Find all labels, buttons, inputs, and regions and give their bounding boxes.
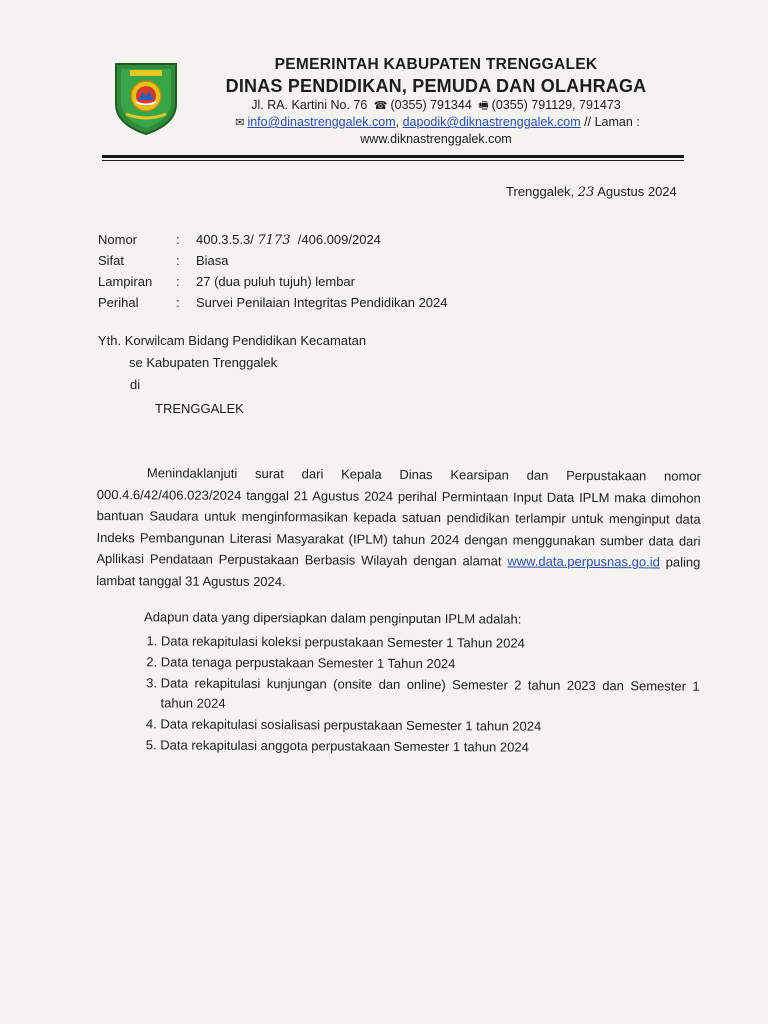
regency-emblem-logo — [112, 60, 180, 136]
letter-date: Trenggalek, 23 Agustus 2024 — [506, 184, 677, 200]
list-item: 1. Data rekapitulasi koleksi perpustakaan Semester 1 Tahun 2024 — [161, 632, 700, 655]
meta-row-perihal: Perihal : Survei Penilaian Integritas Pendidikan 2024 — [98, 295, 448, 310]
letter-number: 400.3.5.3/ 7173 /406.009/2024 — [196, 231, 381, 248]
website-label: // Laman : — [584, 115, 640, 129]
meta-row-nomor: Nomor : 400.3.5.3/ 7173 /406.009/2024 — [98, 231, 381, 248]
list-item: 2. Data tenaga perpustakaan Semester 1 Tahun 2024 — [161, 653, 700, 676]
letter-number-handwritten: 7173 — [257, 232, 291, 248]
list-intro: Adapun data yang dipersiapkan dalam penginputan IPLM adalah: — [144, 608, 522, 627]
agency-fax: (0355) 791129, 791473 — [491, 98, 621, 112]
recipient-line: Yth. Korwilcam Bidang Pendidikan Kecamatan — [98, 333, 367, 348]
agency-website: www.diknastrenggalek.com — [360, 132, 512, 146]
letter-body — [95, 462, 701, 760]
perpusnas-link[interactable]: www.data.perpusnas.go.id — [507, 553, 660, 570]
list-item: 3. Data rekapitulasi kunjungan (onsite dan online) Semester 2 tahun 2023 dan Semester 1 tahun 2024 — [160, 674, 699, 717]
meta-row-sifat: Sifat : Biasa — [98, 253, 229, 268]
recipient-city: TRENGGALEK — [155, 401, 244, 416]
letterhead-divider-thin — [102, 160, 684, 161]
agency-name: DINAS PENDIDIKAN, PEMUDA DAN OLAHRAGA — [225, 76, 647, 96]
letterhead — [196, 55, 676, 147]
recipient-line: di — [130, 377, 141, 392]
agency-contact — [196, 97, 676, 114]
list-item: 5. Data rekapitulasi anggota perpustakaan Semester 1 tahun 2024 — [160, 736, 699, 759]
list-item: 4. Data rekapitulasi sosialisasi perpustakaan Semester 1 tahun 2024 — [160, 715, 699, 738]
phone-icon: ☎ — [373, 100, 388, 112]
body-paragraph: Menindaklanjuti surat dari Kepala Dinas Kearsipan dan Perpustakaan nomor 000.4.6/42/406.023/2024 tanggal 21 Agustus 2024 perihal Permintaan Input Data IPLM maka dimohon bantuan Saudara untuk menginformasikan kepada satuan pendidikan terlampir untuk menginput data Indeks Pembangunan Literasi Masyarakat (IPLM) tahun 2024 dengan menggunakan sumber data dari Apllikasi Pendataan Perpustakaan Berbasis Wilayah dengan alamat www.data.perpusnas.go.id paling lambat tanggal 31 Agustus 2024. — [96, 465, 701, 590]
recipient-line: se Kabupaten Trenggalek — [129, 355, 278, 370]
letter-metadata — [98, 229, 448, 313]
email-link-dapodik[interactable]: dapodik@diknastrenggalek.com — [402, 115, 581, 129]
agency-address: Jl. RA. Kartini No. 76 — [251, 98, 368, 112]
recipient-block — [98, 330, 366, 420]
fax-icon: 🖷 — [478, 100, 489, 112]
mail-icon: ✉ — [235, 117, 245, 129]
date-day-handwritten: 23 — [577, 185, 595, 200]
government-name: PEMERINTAH KABUPATEN TRENGGALEK — [274, 56, 598, 73]
meta-row-lampiran: Lampiran : 27 (dua puluh tujuh) lembar — [98, 274, 355, 289]
email-link-info[interactable]: info@dinastrenggalek.com — [247, 115, 396, 129]
letterhead-divider — [102, 155, 684, 158]
agency-emails: ✉ info@dinastrenggalek.com, dapodik@diknastrenggalek.com // Laman : — [235, 115, 640, 129]
data-requirements-list — [95, 631, 700, 759]
agency-phone: (0355) 791344 — [390, 98, 472, 112]
